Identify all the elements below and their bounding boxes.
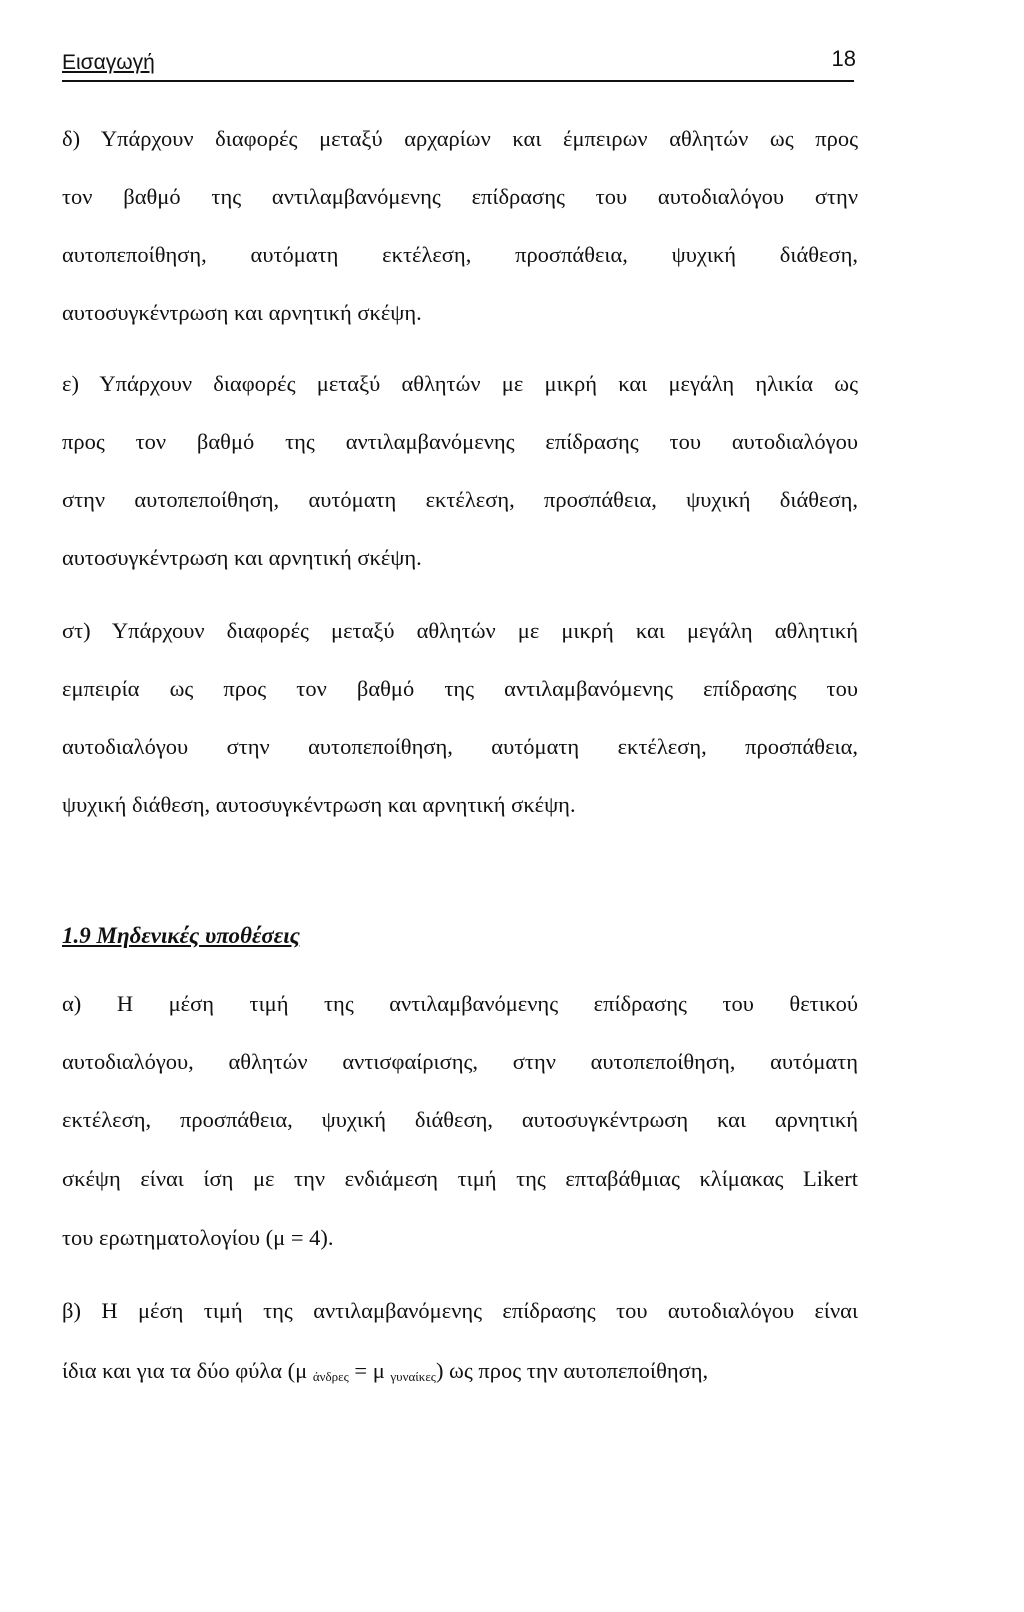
paragraph-line: ψυχική διάθεση, αυτοσυγκέντρωση και αρνητική σκέψη. xyxy=(62,792,576,817)
paragraph-line: αυτοδιαλόγου, αθλητών αντισφαίρισης, στην αυτοπεποίθηση, αυτόματη xyxy=(62,1049,858,1074)
header-section-title: Εισαγωγή xyxy=(62,51,155,74)
section-heading: 1.9 Μηδενικές υποθέσεις xyxy=(62,923,300,948)
paragraph-line: στην αυτοπεποίθηση, αυτόματη εκτέλεση, προσπάθεια, ψυχική διάθεση, xyxy=(62,487,858,512)
paragraph-line: αυτοπεποίθηση, αυτόματη εκτέλεση, προσπάθεια, ψυχική διάθεση, xyxy=(62,242,858,267)
paragraph-line: ε) Υπάρχουν διαφορές μεταξύ αθλητών με μικρή και μεγάλη ηλικία ως xyxy=(62,371,858,396)
paragraph-line: αυτοσυγκέντρωση και αρνητική σκέψη. xyxy=(62,300,422,325)
paragraph-line: β) Η μέση τιμή της αντιλαμβανόμενης επίδρασης του αυτοδιαλόγου είναι xyxy=(62,1298,858,1323)
paragraph-line: δ) Υπάρχουν διαφορές μεταξύ αρχαρίων και έμπειρων αθλητών ως προς xyxy=(62,126,858,151)
text-fragment: ίδια και για τα δύο φύλα (μ xyxy=(62,1358,313,1383)
paragraph-line: αυτοσυγκέντρωση και αρνητική σκέψη. xyxy=(62,545,422,570)
page-number: 18 xyxy=(831,46,856,71)
text-fragment: = μ xyxy=(348,1358,391,1383)
paragraph-line: τον βαθμό της αντιλαμβανόμενης επίδρασης του αυτοδιαλόγου στην xyxy=(62,184,858,209)
paragraph-line: του ερωτηματολογίου (μ = 4). xyxy=(62,1225,334,1250)
paragraph-line: εμπειρία ως προς τον βαθμό της αντιλαμβανόμενης επίδρασης του xyxy=(62,676,858,701)
running-header xyxy=(62,44,854,82)
paragraph-line: αυτοδιαλόγου στην αυτοπεποίθηση, αυτόματη εκτέλεση, προσπάθεια, xyxy=(62,734,858,759)
subscript-women: γυναίκες xyxy=(390,1369,436,1384)
paragraph-line-with-subscripts xyxy=(62,1360,858,1388)
paragraph-line: στ) Υπάρχουν διαφορές μεταξύ αθλητών με μικρή και μεγάλη αθλητική xyxy=(62,618,858,643)
subscript-men: άνδρες xyxy=(312,1369,349,1384)
paragraph-line: προς τον βαθμό της αντιλαμβανόμενης επίδρασης του αυτοδιαλόγου xyxy=(62,429,858,454)
paragraph-line: σκέψη είναι ίση με την ενδιάμεση τιμή της επταβάθμιας κλίμακας Likert xyxy=(62,1166,858,1191)
paragraph-line: εκτέλεση, προσπάθεια, ψυχική διάθεση, αυτοσυγκέντρωση και αρνητική xyxy=(62,1107,858,1132)
text-fragment: ) ως προς την αυτοπεποίθηση, xyxy=(435,1358,709,1383)
paragraph-line: α) Η μέση τιμή της αντιλαμβανόμενης επίδρασης του θετικού xyxy=(62,991,858,1016)
